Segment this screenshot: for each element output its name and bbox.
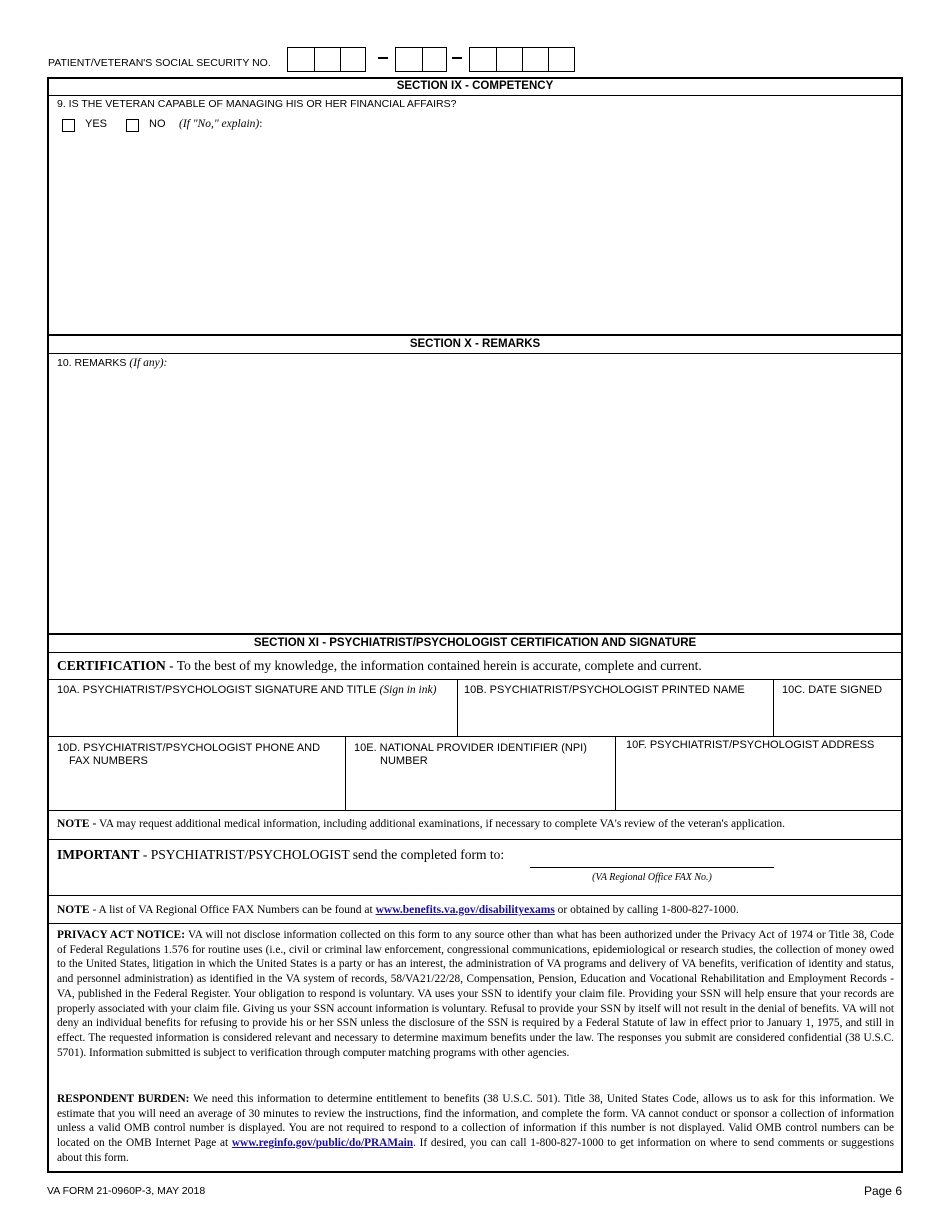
pra-main-link[interactable]: www.reginfo.gov/public/do/PRAMain xyxy=(231,1137,414,1150)
address-field[interactable] xyxy=(616,737,903,810)
ssn-part1-input[interactable] xyxy=(287,47,366,72)
ssn-separator xyxy=(452,57,462,59)
respondent-burden-text: We need this information to determine entitlement to benefits (38 U.S.C. 501). Title 38, United States Code, allows us to ask for this information. We estimate that you will need an average of 30 minutes to review the instructions, find the information, and complete the form. VA cannot conduct or sponsor a collection of information unless a valid OMB control number is displayed. You are not required to respond to a collection of information if this number is not displayed. Valid OMB control numbers can be located on the OMB Internet Page at xyxy=(57,1093,895,1150)
npi-field[interactable] xyxy=(346,737,615,810)
no-checkbox[interactable] xyxy=(126,119,139,132)
section-9-header: SECTION IX - COMPETENCY xyxy=(396,80,554,92)
field-10e-label-line2: NUMBER xyxy=(380,755,428,767)
signature-field[interactable] xyxy=(49,680,457,736)
certification-label: CERTIFICATION xyxy=(57,658,166,673)
fax-caption: (VA Regional Office FAX No.) xyxy=(592,872,712,883)
important-text: - PSYCHIATRIST/PSYCHOLOGIST send the completed form to: xyxy=(139,847,505,862)
field-10e-label-line1: 10E. NATIONAL PROVIDER IDENTIFIER (NPI) xyxy=(354,742,587,754)
explain-colon: : xyxy=(259,118,263,130)
respondent-burden-text-end: . If desired, you can call 1-800-827-1000 to get information on where to send comments or suggestions about this form. xyxy=(57,1137,894,1164)
important-label: IMPORTANT xyxy=(57,847,140,862)
competency-explanation-field[interactable] xyxy=(57,137,893,332)
field-10a-label: 10A. PSYCHIATRIST/PSYCHOLOGIST SIGNATURE AND TITLE xyxy=(57,684,377,696)
ssn-label: PATIENT/VETERAN'S SOCIAL SECURITY NO. xyxy=(48,57,271,69)
field-10f-label: 10F. PSYCHIATRIST/PSYCHOLOGIST ADDRESS xyxy=(626,739,875,751)
form-body xyxy=(47,77,903,1173)
ssn-separator xyxy=(378,57,388,59)
privacy-act-text: VA will not disclose information collected on this form to any source other than what has been authorized under the Privacy Act of 1974 or Title 38, Code of Federal Regulations 1.576 for routine uses (i.e., civil or criminal law enforcement, congressional communications, epidemiological or research studies, the collection of money owed to the United States, litigation in which the United States is a party or has an interest, the administration of VA programs and delivery of VA benefits, verification of identity and status, and personnel administration) as identified in the VA system of records, 58/VA21/22/28, Compensation, Pension, Education and Vocational Rehabilitation and Employment Records - VA, published in the Federal Register. Your obligation to respond is voluntary. VA uses your SSN to identify your claim file. Providing your SSN will help ensure that your records are properly associated with your claim file. Giving us your SSN account information is voluntary. Refusal to provide your SSN by itself will not result in the denial of benefits. VA will not deny an individual benefits for refusing to provide his or her SSN unless the disclosure of the SSN is required by a Federal Statute of law in effect prior to January 1, 1975, and still in effect. The requested information is considered relevant and necessary to determine maximum benefits under the law. The responses you submit are considered confidential (38 U.S.C. 5701). Information submitted is subject to verification through computer matching programs with other agencies. xyxy=(57,929,894,1059)
ssn-part2-input[interactable] xyxy=(395,47,447,72)
field-10c-label: 10C. DATE SIGNED xyxy=(782,684,883,696)
field-10a-note: (Sign in ink) xyxy=(379,684,437,696)
section-11-header: SECTION XI - PSYCHIATRIST/PSYCHOLOGIST CERTIFICATION AND SIGNATURE xyxy=(253,637,697,649)
field-10d-label-line2: FAX NUMBERS xyxy=(69,755,148,767)
explain-note: (If "No," explain) xyxy=(179,118,260,130)
question-9-label: 9. IS THE VETERAN CAPABLE OF MANAGING HIS OR HER FINANCIAL AFFAIRS? xyxy=(57,98,457,110)
remarks-label: 10. REMARKS xyxy=(57,357,127,369)
yes-checkbox[interactable] xyxy=(62,119,75,132)
remarks-note: (If any): xyxy=(129,357,168,369)
disability-exams-link[interactable]: www.benefits.va.gov/disabilityexams xyxy=(375,904,555,916)
remarks-field[interactable] xyxy=(57,375,893,631)
field-10d-label-line1: 10D. PSYCHIATRIST/PSYCHOLOGIST PHONE AND xyxy=(57,742,321,754)
no-label: NO xyxy=(149,118,166,130)
date-signed-field[interactable] xyxy=(774,680,903,736)
phone-fax-field[interactable] xyxy=(49,737,345,810)
printed-name-field[interactable] xyxy=(458,680,773,736)
respondent-burden xyxy=(57,1092,894,1166)
section-10-header: SECTION X - REMARKS xyxy=(409,338,541,350)
note-label: NOTE - xyxy=(57,818,97,830)
note-text: VA may request additional medical information, including additional examinations, if necessary to complete VA's review of the veteran's application. xyxy=(96,818,785,830)
note-2-text: - A list of VA Regional Office FAX Numbers can be found at xyxy=(89,904,376,916)
ssn-part3-input[interactable] xyxy=(469,47,575,72)
note-2-text-end: or obtained by calling 1-800-827-1000. xyxy=(554,904,739,916)
respondent-burden-label: RESPONDENT BURDEN: xyxy=(57,1093,190,1105)
privacy-act-label: PRIVACY ACT NOTICE: xyxy=(57,929,185,941)
page-number: Page 6 xyxy=(863,1184,902,1198)
fax-number-input[interactable] xyxy=(530,851,774,868)
certification-text: - To the best of my knowledge, the information contained herein is accurate, complete and current. xyxy=(165,658,702,673)
form-number: VA FORM 21-0960P-3, MAY 2018 xyxy=(47,1185,206,1197)
field-10b-label: 10B. PSYCHIATRIST/PSYCHOLOGIST PRINTED NAME xyxy=(464,684,745,696)
privacy-act-notice xyxy=(57,928,894,1060)
yes-label: YES xyxy=(85,118,108,130)
note-2-label: NOTE xyxy=(57,904,90,916)
